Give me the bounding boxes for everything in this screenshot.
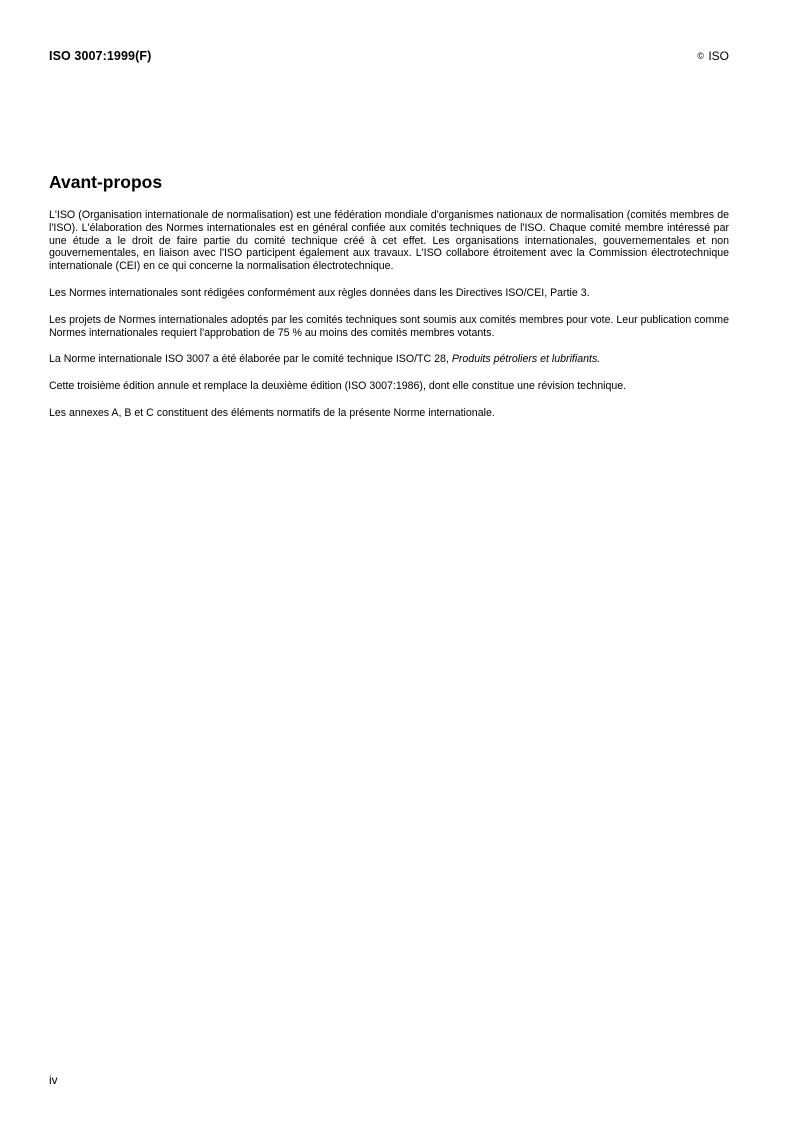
copyright-symbol: ©: [697, 51, 704, 61]
paragraph-committee: [49, 353, 729, 366]
section-title: Avant-propos: [49, 172, 163, 192]
page-number: iv: [49, 1073, 58, 1087]
foreword-body: [49, 209, 729, 434]
committee-text: La Norme internationale ISO 3007 a été élaborée par le comité technique ISO/TC 28,: [49, 353, 449, 366]
paragraph-edition: Cette troisième édition annule et remplace la deuxième édition (ISO 3007:1986), dont elle constitue une révision technique.: [49, 380, 627, 393]
paragraph-directives: Les Normes internationales sont rédigées conformément aux règles données dans les Directives ISO/CEI, Partie 3.: [49, 286, 590, 299]
copyright-org: ISO: [708, 49, 729, 63]
paragraph-voting: Les projets de Normes internationales adoptés par les comités techniques sont soumis aux comités membres pour vote. Leur publication comme Normes internationales requiert l'approbation de 75 % au moins des comités membres votants.: [49, 313, 729, 339]
paragraph-organisation: L'ISO (Organisation internationale de normalisation) est une fédération mondiale d'organismes nationaux de normalisation (comités membres de l'ISO). L'élaboration des Normes internationales est en général confiée aux comités techniques de l'ISO. Chaque comité membre intéressé par une étude a le droit de faire partie du comité technique créé à cet effet. Les organisations internationales, gouvernementales et non gouvernementales, en liaison avec l'ISO participent également aux travaux. L'ISO collabore étroitement avec la Commission électrotechnique internationale (CEI) en ce qui concerne la normalisation électrotechnique.: [49, 209, 729, 273]
committee-title: Produits pétroliers et lubrifiants.: [451, 353, 601, 366]
paragraph-annexes: Les annexes A, B et C constituent des éléments normatifs de la présente Norme internationale.: [49, 406, 495, 419]
copyright-notice: [697, 49, 729, 63]
document-id: ISO 3007:1999(F): [49, 49, 152, 63]
